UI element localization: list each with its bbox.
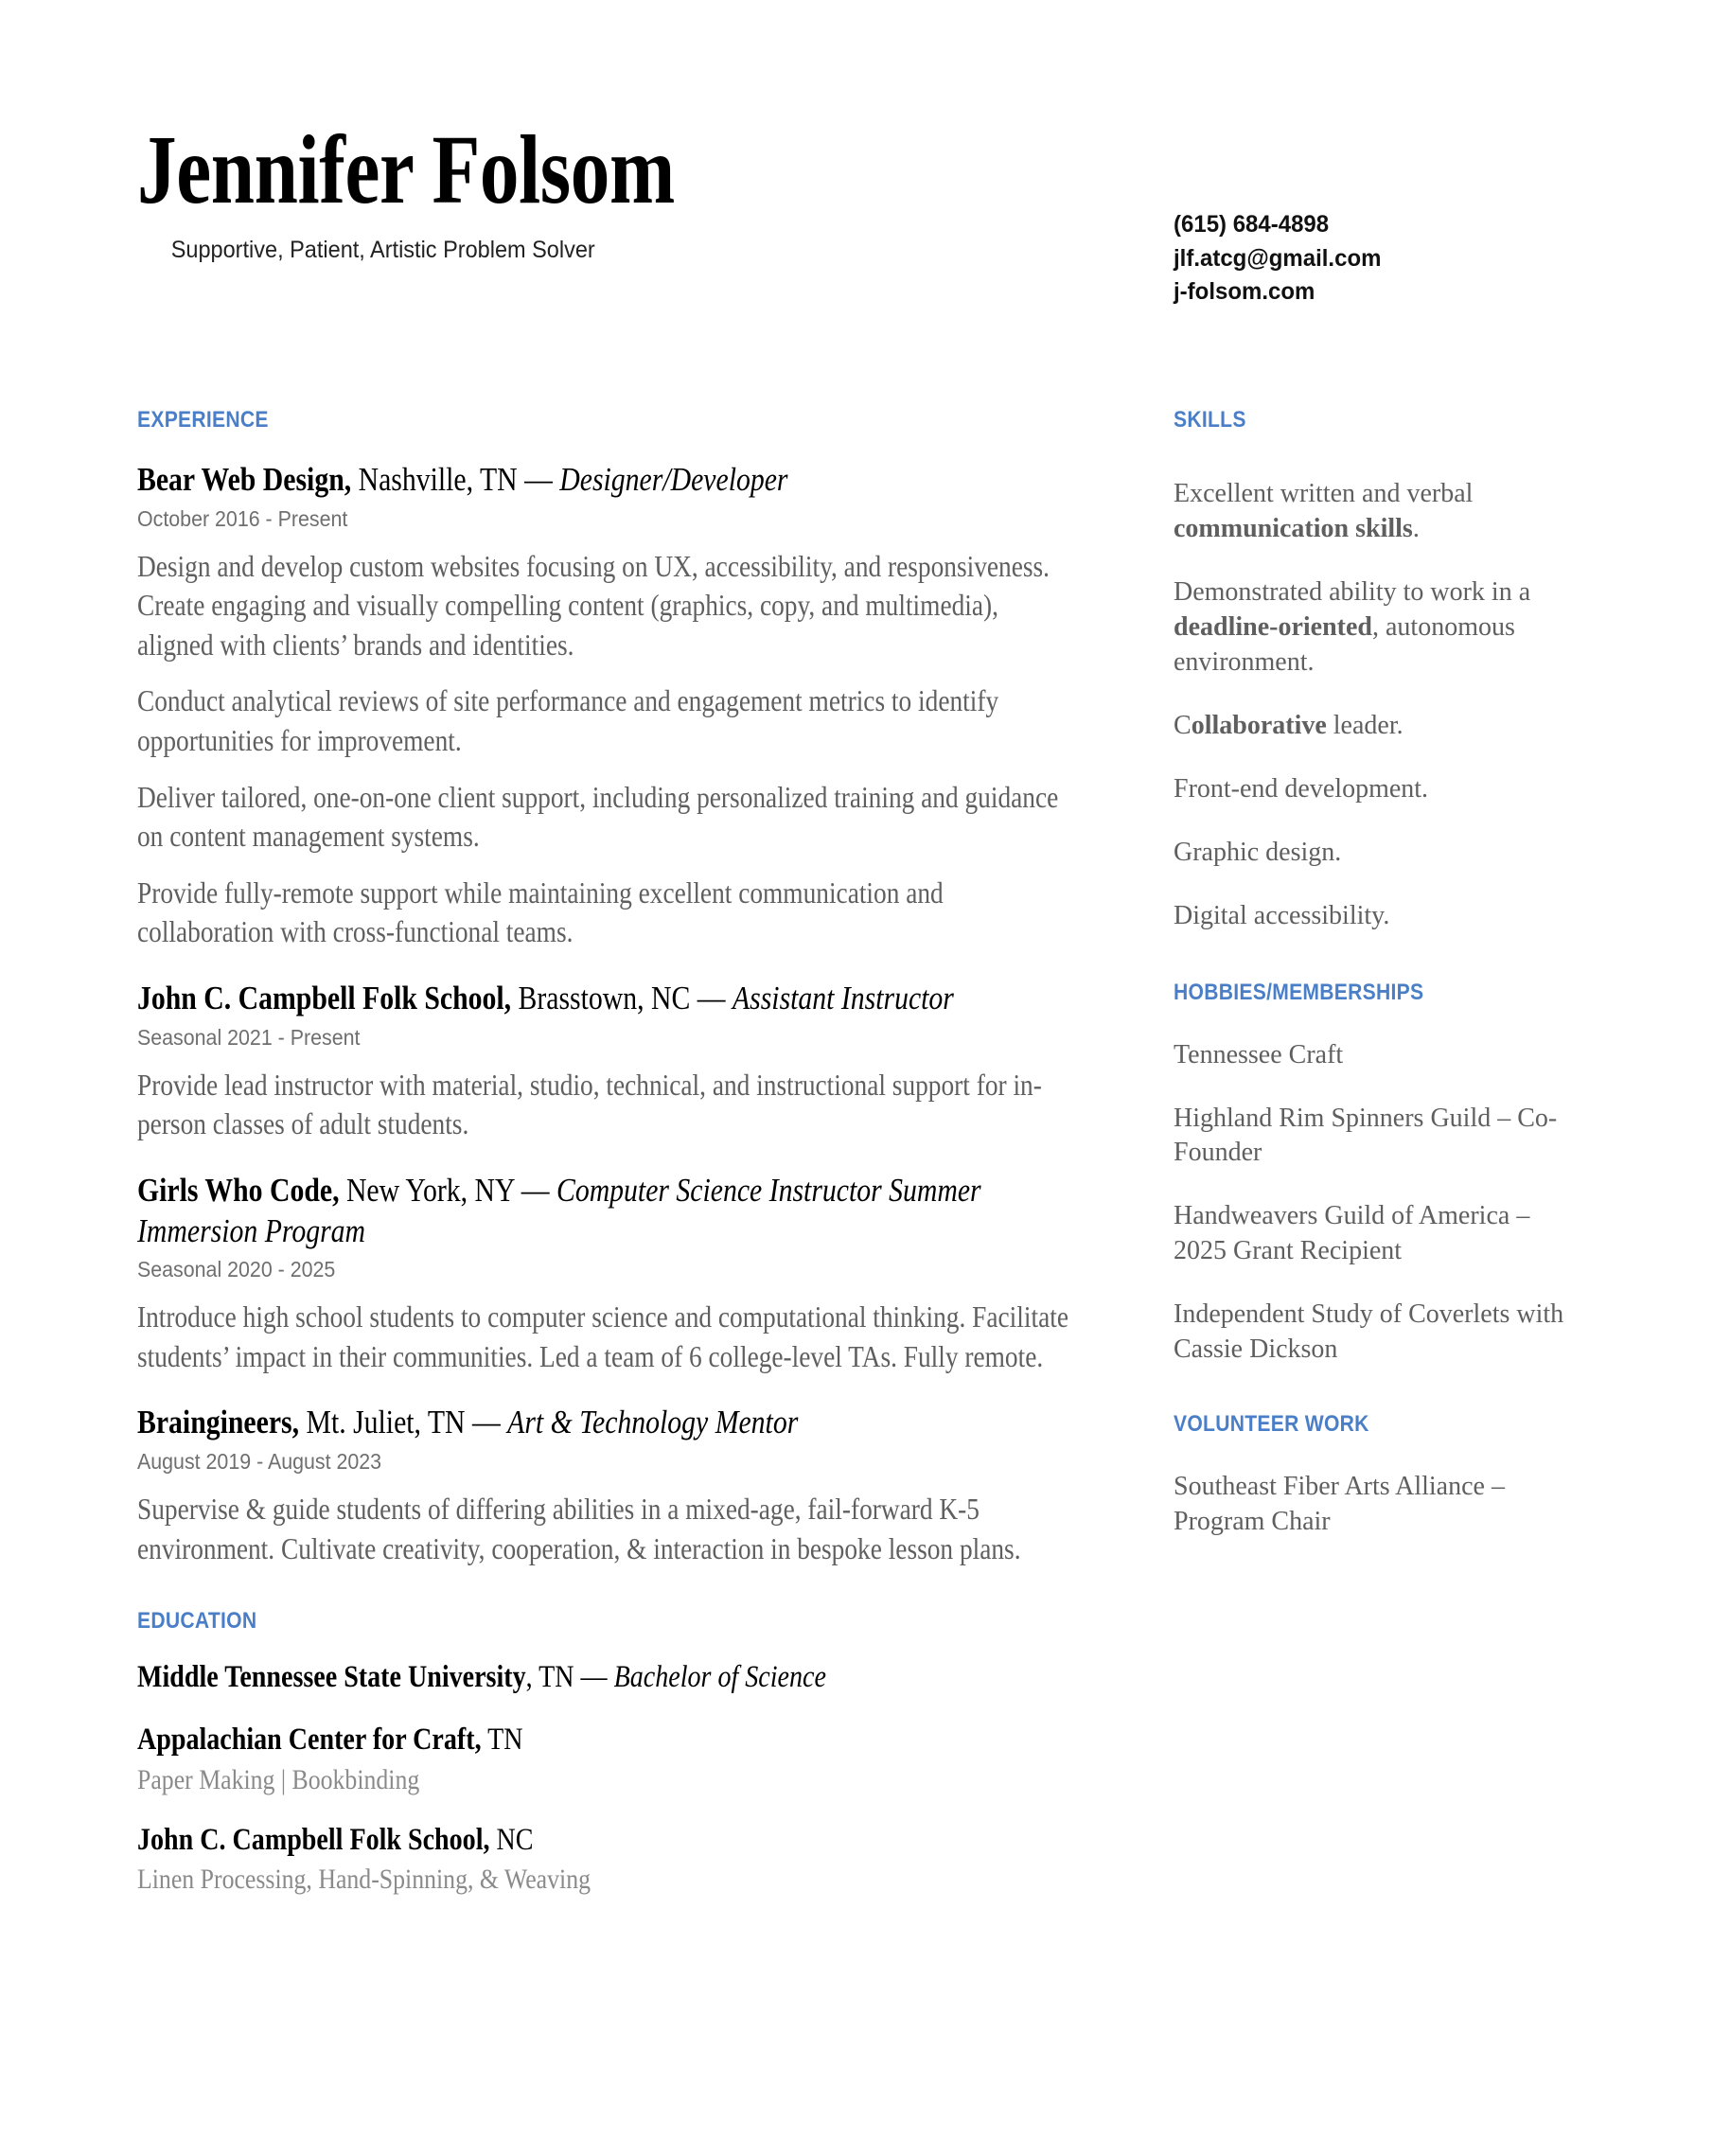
education-list (137, 1659, 1069, 1897)
experience-entry (137, 1403, 1069, 1568)
section-heading-skills: SKILLS (1174, 407, 1246, 433)
skill-text-tail: . (1412, 513, 1420, 543)
experience-entry (137, 1171, 1069, 1377)
job-location: Mt. Juliet, TN — (299, 1404, 508, 1441)
experience-list (137, 460, 1069, 1568)
job-date-range: October 2016 - Present (137, 505, 348, 531)
job-description: Deliver tailored, one-on-one client support, including personalized training and guidance on content management systems. (137, 779, 1059, 854)
candidate-tagline: Supportive, Patient, Artistic Problem Solver (170, 237, 595, 263)
skill-text: Excellent written and verbal (1174, 479, 1474, 508)
job-role: Assistant Instructor (732, 980, 954, 1017)
job-description: Provide lead instructor with material, studio, technical, and instructional support for in-person classes of adult students. (137, 1067, 1042, 1141)
section-heading-volunteer: VOLUNTEER WORK (1174, 1411, 1369, 1438)
experience-entry (137, 979, 1069, 1144)
skill-emphasis: ollaborative (1191, 710, 1327, 740)
skill-text: Front-end development. (1174, 773, 1429, 804)
section-heading-experience: EXPERIENCE (137, 407, 269, 433)
skill-item (1174, 899, 1571, 934)
section-heading-hobbies: HOBBIES/MEMBERSHIPS (1174, 979, 1424, 1005)
job-description: Provide fully-remote support while maintaining excellent communication and collaboration with cross-functional teams. (137, 875, 944, 949)
job-role: Designer/Developer (559, 461, 788, 498)
education-location: , TN — (525, 1660, 614, 1695)
education-subjects: Paper Making | Bookbinding (137, 1763, 420, 1795)
contact-phone[interactable]: (615) 684-4898 (1174, 211, 1330, 238)
education-location: NC (489, 1822, 534, 1857)
hobby-item: Handweavers Guild of America – 2025 Grant Recipient (1174, 1201, 1530, 1266)
hobby-item: Tennessee Craft (1174, 1039, 1344, 1069)
job-date-range: August 2019 - August 2023 (137, 1449, 382, 1475)
contact-email[interactable]: jlf.atcg@gmail.com (1174, 244, 1382, 272)
hobbies-list (1174, 1038, 1571, 1369)
skill-emphasis: communication skills (1174, 513, 1413, 543)
job-role: Art & Technology Mentor (507, 1404, 799, 1441)
job-description: Introduce high school students to computer science and computational thinking. Facilitate students’ impact in their communities. Led a team of 6 college-level TAs. Fully remote. (137, 1299, 1068, 1373)
education-subjects: Linen Processing, Hand-Spinning, & Weaving (137, 1864, 591, 1896)
education-institution: Middle Tennessee State University (137, 1660, 526, 1695)
education-institution: John C. Campbell Folk School, (137, 1822, 490, 1857)
job-organization: Braingineers, (137, 1404, 300, 1441)
job-title-line (137, 1403, 1069, 1443)
education-title-line (137, 1722, 1069, 1759)
section-heading-education: EDUCATION (137, 1608, 257, 1635)
education-location: TN (481, 1722, 523, 1757)
contact-block (1174, 208, 1381, 309)
education-entry (137, 1822, 1069, 1898)
skill-text: Demonstrated ability to work in a (1174, 576, 1531, 607)
job-description: Supervise & guide students of differing abilities in a mixed-age, fail-forward K-5 environment. Cultivate creativity, cooperation, & interaction in bespoke lesson plans. (137, 1492, 1021, 1565)
skill-text: Graphic design. (1174, 837, 1342, 867)
skill-item (1174, 709, 1571, 744)
education-title-line (137, 1822, 1069, 1860)
skill-text-tail: , autonomous environment. (1174, 611, 1515, 677)
job-organization: Bear Web Design, (137, 461, 352, 498)
skills-list (1174, 477, 1571, 934)
skill-emphasis: deadline-oriented (1174, 611, 1372, 642)
education-institution: Appalachian Center for Craft, (137, 1722, 482, 1757)
job-location: New York, NY — (339, 1171, 556, 1209)
contact-website[interactable]: j-folsom.com (1174, 278, 1315, 305)
job-date-range: Seasonal 2021 - Present (137, 1024, 361, 1050)
candidate-name: Jennifer Folsom (137, 115, 675, 224)
education-entry (137, 1722, 1069, 1797)
skill-text: Digital accessibility. (1174, 900, 1390, 930)
job-location: Nashville, TN — (351, 461, 560, 498)
job-title-line (137, 460, 1069, 501)
skill-text-tail: leader. (1326, 710, 1403, 740)
education-entry (137, 1659, 1069, 1697)
main-column (137, 407, 1069, 1897)
skill-item (1174, 575, 1571, 680)
education-title-line (137, 1659, 1069, 1697)
job-title-line (137, 979, 1069, 1019)
hobby-item: Independent Study of Coverlets with Cassie Dickson (1174, 1299, 1564, 1365)
volunteer-item: Southeast Fiber Arts Alliance – Program Chair (1174, 1472, 1505, 1537)
sidebar-column (1174, 407, 1571, 1568)
job-description: Conduct analytical reviews of site performance and engagement metrics to identify opportunities for improvement. (137, 683, 999, 758)
job-location: Brasstown, NC — (511, 980, 733, 1017)
skill-item (1174, 477, 1571, 547)
job-organization: Girls Who Code, (137, 1171, 340, 1209)
volunteer-list (1174, 1470, 1571, 1540)
job-organization: John C. Campbell Folk School, (137, 980, 512, 1017)
job-title-line (137, 1171, 1069, 1251)
hobby-item: Highland Rim Spinners Guild – Co-Founder (1174, 1103, 1558, 1168)
job-role: Computer Science Instructor Summer Immersion Program (137, 1171, 981, 1249)
education-degree: Bachelor of Science (613, 1660, 826, 1695)
job-date-range: Seasonal 2020 - 2025 (137, 1257, 336, 1282)
skill-item (1174, 772, 1571, 807)
skill-item (1174, 836, 1571, 871)
skill-text: C (1174, 710, 1192, 740)
experience-entry (137, 460, 1069, 952)
job-description: Design and develop custom websites focusing on UX, accessibility, and responsiveness. Create engaging and visually compelling content (graphics, copy, and multimedia), aligned with clients’ brands and identities. (137, 548, 1050, 662)
